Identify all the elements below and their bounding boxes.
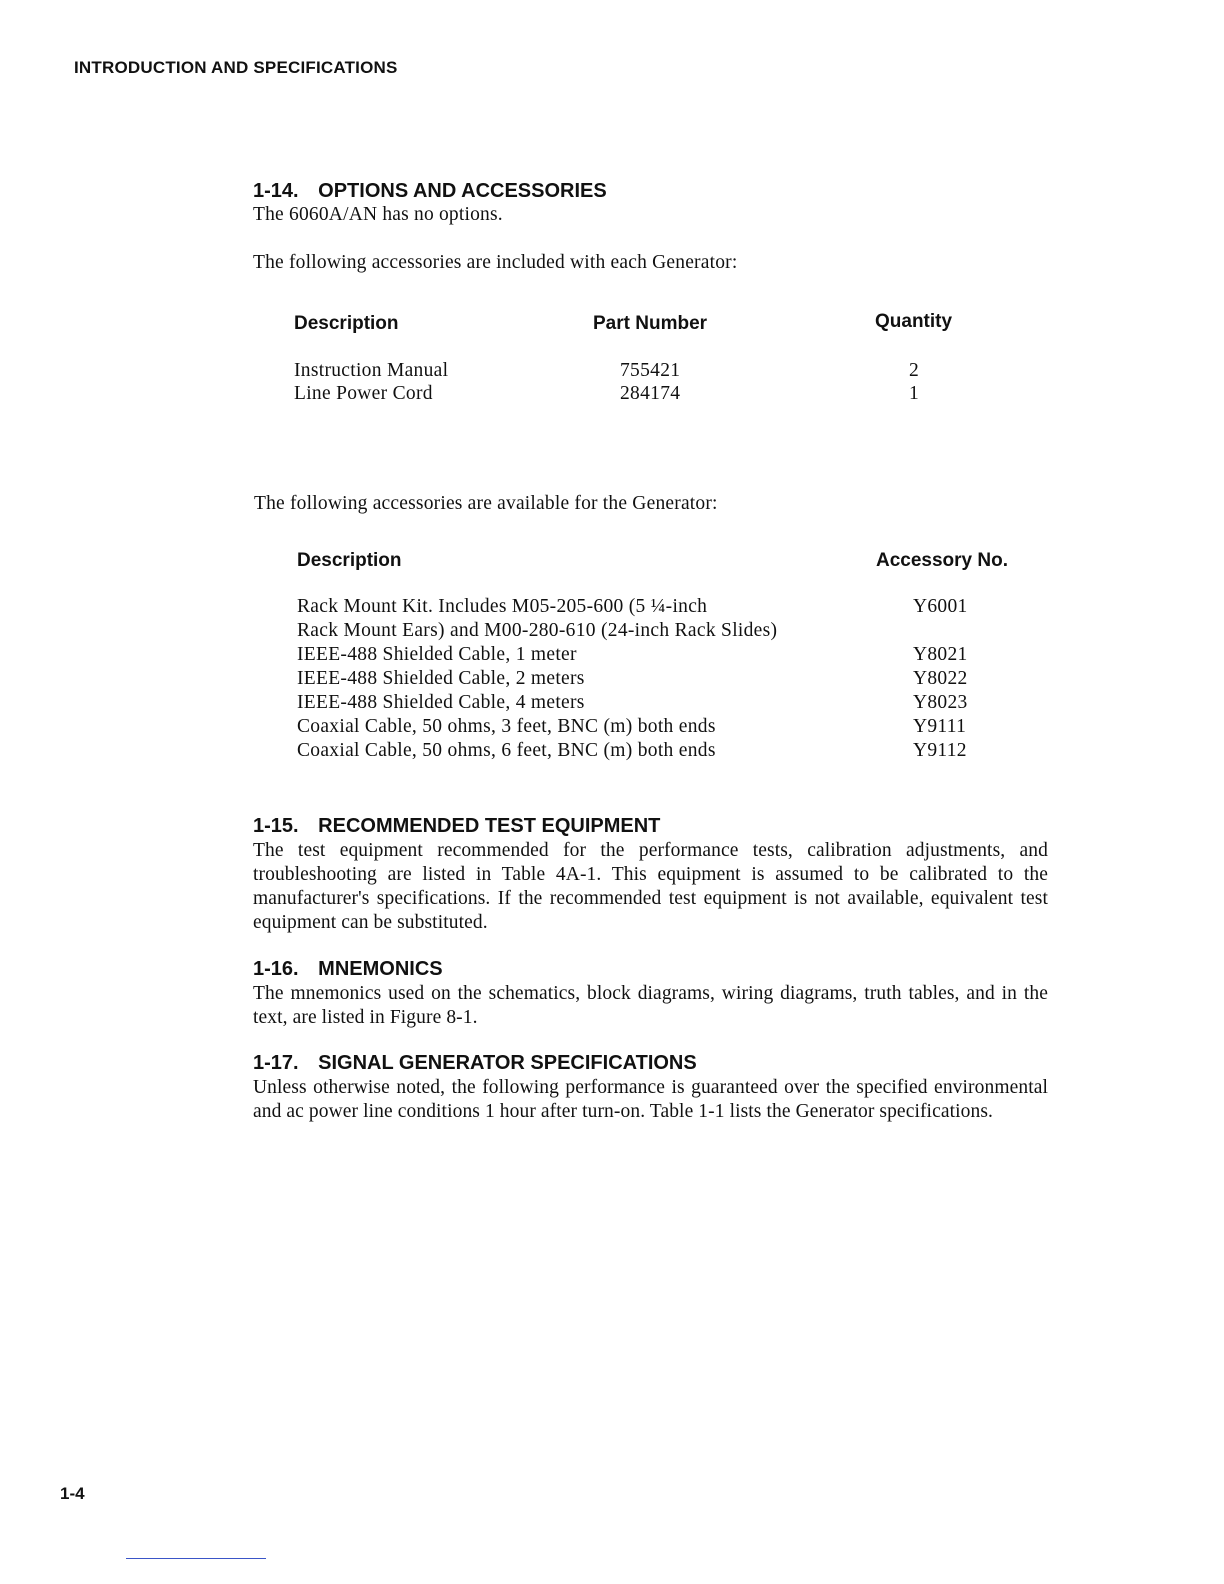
section-body-1-15: The test equipment recommended for the performance tests, calibration adjustments, and troubleshooting are listed in Table 4A-1. This equipment is assumed to be calibrated to the manufacturer's specifications. If the recommended test equipment is not available, equivalent test equipment can be substituted.	[253, 840, 1048, 933]
column-header-description: Description	[297, 550, 402, 571]
section-title: OPTIONS AND ACCESSORIES	[318, 180, 607, 202]
table-cell-accessory-no: Y8022	[913, 668, 968, 689]
section-heading-1-17	[253, 1052, 697, 1075]
column-header-quantity: Quantity	[875, 311, 953, 332]
running-header: INTRODUCTION AND SPECIFICATIONS	[74, 58, 398, 77]
column-header-accessory-no: Accessory No.	[876, 550, 1009, 571]
table-cell-accessory-no: Y8023	[913, 692, 968, 713]
table-cell-description: IEEE-488 Shielded Cable, 2 meters	[297, 668, 585, 689]
section-heading-1-14	[253, 180, 607, 203]
table-cell-part-number: 755421	[620, 360, 681, 381]
page-number: 1-4	[60, 1484, 85, 1503]
options-sentence: The 6060A/AN has no options.	[253, 204, 503, 225]
table-cell-quantity: 2	[909, 360, 920, 381]
table-cell-accessory-no: Y6001	[913, 596, 968, 617]
table-cell-accessory-no: Y9111	[913, 716, 967, 737]
section-number: 1-16.	[253, 958, 299, 980]
table-cell-quantity: 1	[909, 383, 920, 404]
column-header-description: Description	[294, 313, 399, 334]
table-cell-description: IEEE-488 Shielded Cable, 1 meter	[297, 644, 577, 665]
section-title: SIGNAL GENERATOR SPECIFICATIONS	[318, 1052, 697, 1074]
table-cell-description: Coaxial Cable, 50 ohms, 3 feet, BNC (m) both ends	[297, 716, 716, 737]
table-cell-description: Coaxial Cable, 50 ohms, 6 feet, BNC (m) both ends	[297, 740, 716, 761]
table-cell-description: IEEE-488 Shielded Cable, 4 meters	[297, 692, 585, 713]
section-number: 1-15.	[253, 815, 299, 837]
table-cell-description: Line Power Cord	[294, 383, 433, 404]
section-title: RECOMMENDED TEST EQUIPMENT	[318, 815, 661, 837]
table-cell-accessory-no: Y8021	[913, 644, 968, 665]
table-cell-accessory-no: Y9112	[913, 740, 967, 761]
table-cell-description: Rack Mount Ears) and M00-280-610 (24-inch Rack Slides)	[297, 620, 778, 641]
section-body-1-16: The mnemonics used on the schematics, block diagrams, wiring diagrams, truth tables, and in the text, are listed in Figure 8-1.	[253, 983, 1048, 1028]
section-heading-1-16	[253, 958, 443, 981]
footer-rule	[126, 1558, 266, 1559]
section-number: 1-14.	[253, 180, 299, 202]
available-intro: The following accessories are available for the Generator:	[254, 493, 718, 514]
section-body-1-17: Unless otherwise noted, the following performance is guaranteed over the specified environmental and ac power line conditions 1 hour after turn-on. Table 1-1 lists the Generator specifications.	[253, 1077, 1048, 1122]
table-cell-description: Rack Mount Kit. Includes M05-205-600 (5 ¼-inch	[297, 596, 708, 617]
column-header-part-number: Part Number	[593, 313, 708, 334]
section-number: 1-17.	[253, 1052, 299, 1074]
table-cell-description: Instruction Manual	[294, 360, 449, 381]
included-intro: The following accessories are included with each Generator:	[253, 252, 738, 273]
section-heading-1-15	[253, 815, 660, 838]
table-cell-part-number: 284174	[620, 383, 681, 404]
section-title: MNEMONICS	[318, 958, 443, 980]
